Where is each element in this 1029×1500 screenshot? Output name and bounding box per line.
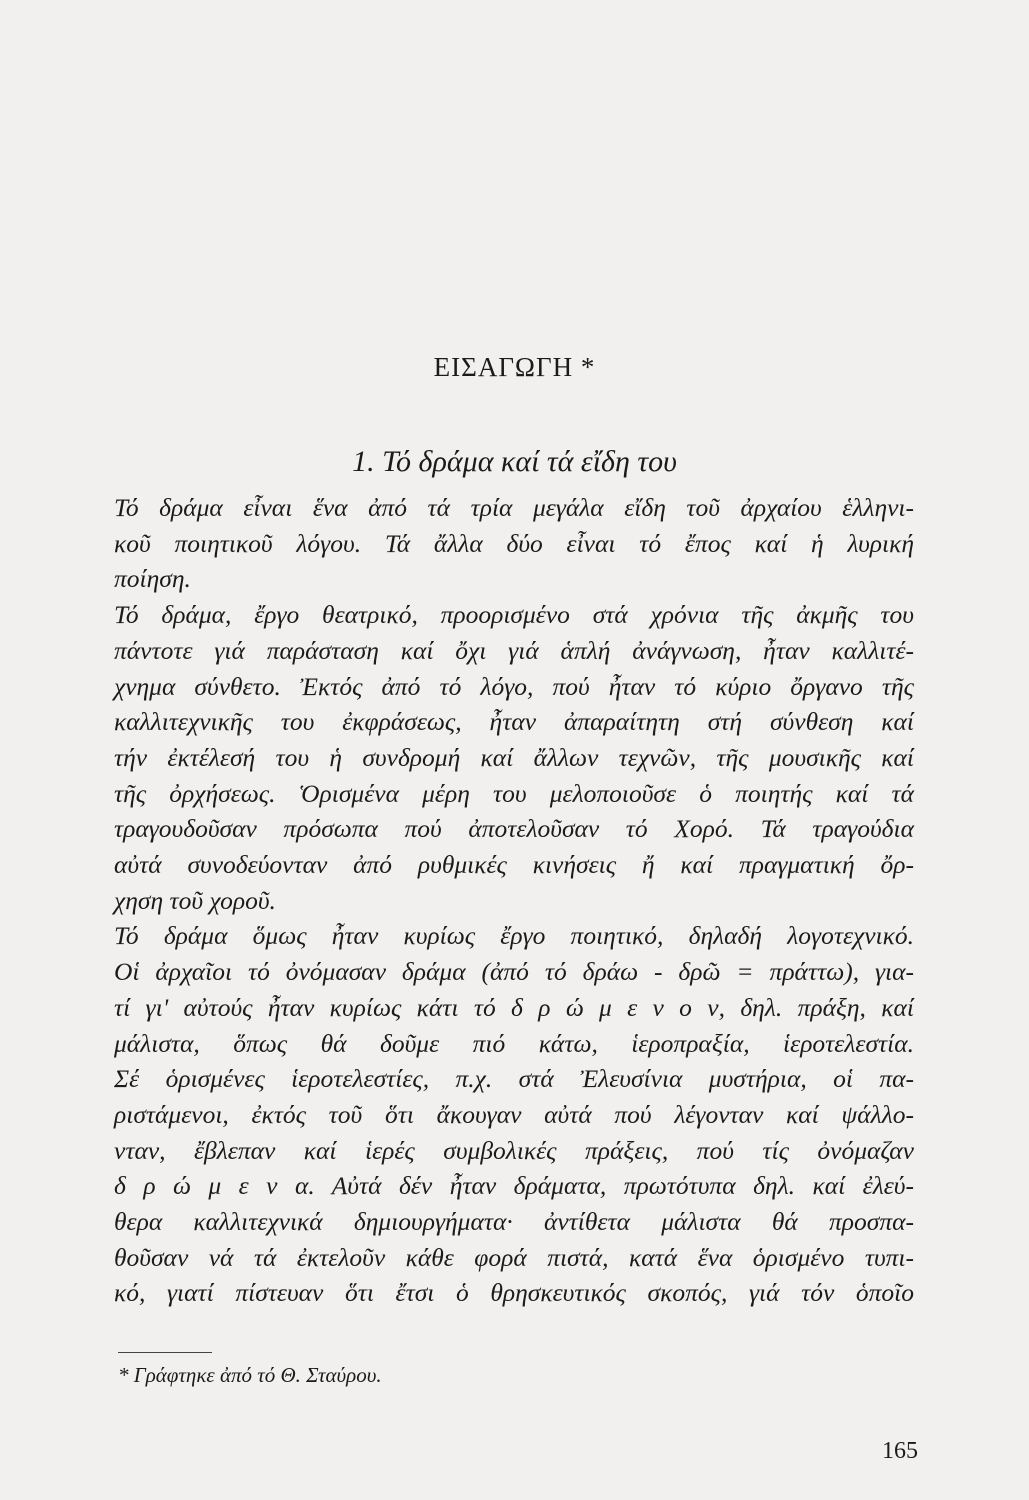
text-line: θερα καλλιτεχνικά δημιουργήματα· ἀντίθετα μάλιστα θά προσπα-: [114, 1207, 914, 1237]
text-line: κοῦ ποιητικοῦ λόγου. Τά ἄλλα δύο εἶναι τό ἔπος καί ἡ λυρική: [114, 528, 914, 558]
text-line: Τό δράμα, ἔργο θεατρικό, προορισμένο στά χρόνια τῆς ἀκμῆς του: [114, 600, 914, 630]
text-line: ποίηση.: [114, 564, 191, 594]
text-line: κό, γιατί πίστευαν ὅτι ἔτσι ὁ θρησκευτικός σκοπός, γιά τόν ὁποῖο: [114, 1278, 914, 1308]
text-line: πάντοτε γιά παράσταση καί ὄχι γιά ἁπλή ἀνάγνωση, ἦταν καλλιτέ-: [114, 635, 914, 665]
text-line: Οἱ ἀρχαῖοι τό ὀνόμασαν δράμα (ἀπό τό δράω - δρῶ = πράττω), για-: [114, 957, 914, 987]
footnote-divider: [118, 1352, 212, 1353]
chapter-heading: ΕΙΣΑΓΩΓΗ *: [433, 352, 596, 382]
text-line: καλλιτεχνικῆς του ἐκφράσεως, ἦταν ἀπαραίτητη στή σύνθεση καί: [114, 707, 914, 737]
text-line: Τό δράμα εἶναι ἕνα ἀπό τά τρία μεγάλα εἴδη τοῦ ἀρχαίου ἑλληνι-: [114, 493, 914, 522]
footnote: * Γράφτηκε ἀπό τό Θ. Σταύρου.: [118, 1363, 382, 1387]
page-number: 165: [882, 1438, 918, 1464]
text-line: χνημα σύνθετο. Ἐκτός ἀπό τό λόγο, πού ἦταν τό κύριο ὄργανο τῆς: [114, 671, 914, 701]
text-line: τραγουδοῦσαν πρόσωπα πού ἀποτελοῦσαν τό Χορό. Τά τραγούδια: [114, 814, 914, 844]
text-line: θοῦσαν νά τά ἐκτελοῦν κάθε φορά πιστά, κατά ἕνα ὁρισμένο τυπι-: [114, 1242, 914, 1272]
text-line: νταν, ἔβλεπαν καί ἱερές συμβολικές πράξεις, πού τίς ὀνόμαζαν: [114, 1135, 914, 1165]
text-line: Σέ ὁρισμένες ἱεροτελεστίες, π.χ. στά Ἐλευσίνια μυστήρια, οἱ πα-: [114, 1064, 914, 1094]
text-line: αὐτά συνοδεύονταν ἀπό ρυθμικές κινήσεις ἤ καί πραγματική ὄρ-: [114, 850, 914, 880]
section-heading: 1. Τό δράμα καί τά εἴδη του: [352, 445, 677, 478]
text-line: ριστάμενοι, ἐκτός τοῦ ὅτι ἄκουγαν αὐτά πού λέγονταν καί ψάλλο-: [114, 1099, 914, 1129]
text-line: τήν ἐκτέλεσή του ἡ συνδρομή καί ἄλλων τεχνῶν, τῆς μουσικῆς καί: [114, 742, 914, 772]
text-line: μάλιστα, ὅπως θά δοῦμε πιό κάτω, ἱεροπραξία, ἱεροτελεστία.: [114, 1028, 914, 1058]
text-line: Τό δράμα ὅμως ἦταν κυρίως ἔργο ποιητικό, δηλαδή λογοτεχνικό.: [114, 921, 914, 951]
text-line: δ ρ ώ μ ε ν α. Αὐτά δέν ἦταν δράματα, πρωτότυπα δηλ. καί ἐλεύ-: [114, 1171, 914, 1201]
text-line: τῆς ὀρχήσεως. Ὁρισμένα μέρη του μελοποιοῦσε ὁ ποιητής καί τά: [114, 778, 914, 808]
text-line: τί γι' αὐτούς ἦταν κυρίως κάτι τό δ ρ ώ μ ε ν ο ν, δηλ. πράξη, καί: [114, 992, 914, 1022]
body-text: [114, 490, 914, 1311]
text-line: χηση τοῦ χοροῦ.: [114, 885, 276, 915]
